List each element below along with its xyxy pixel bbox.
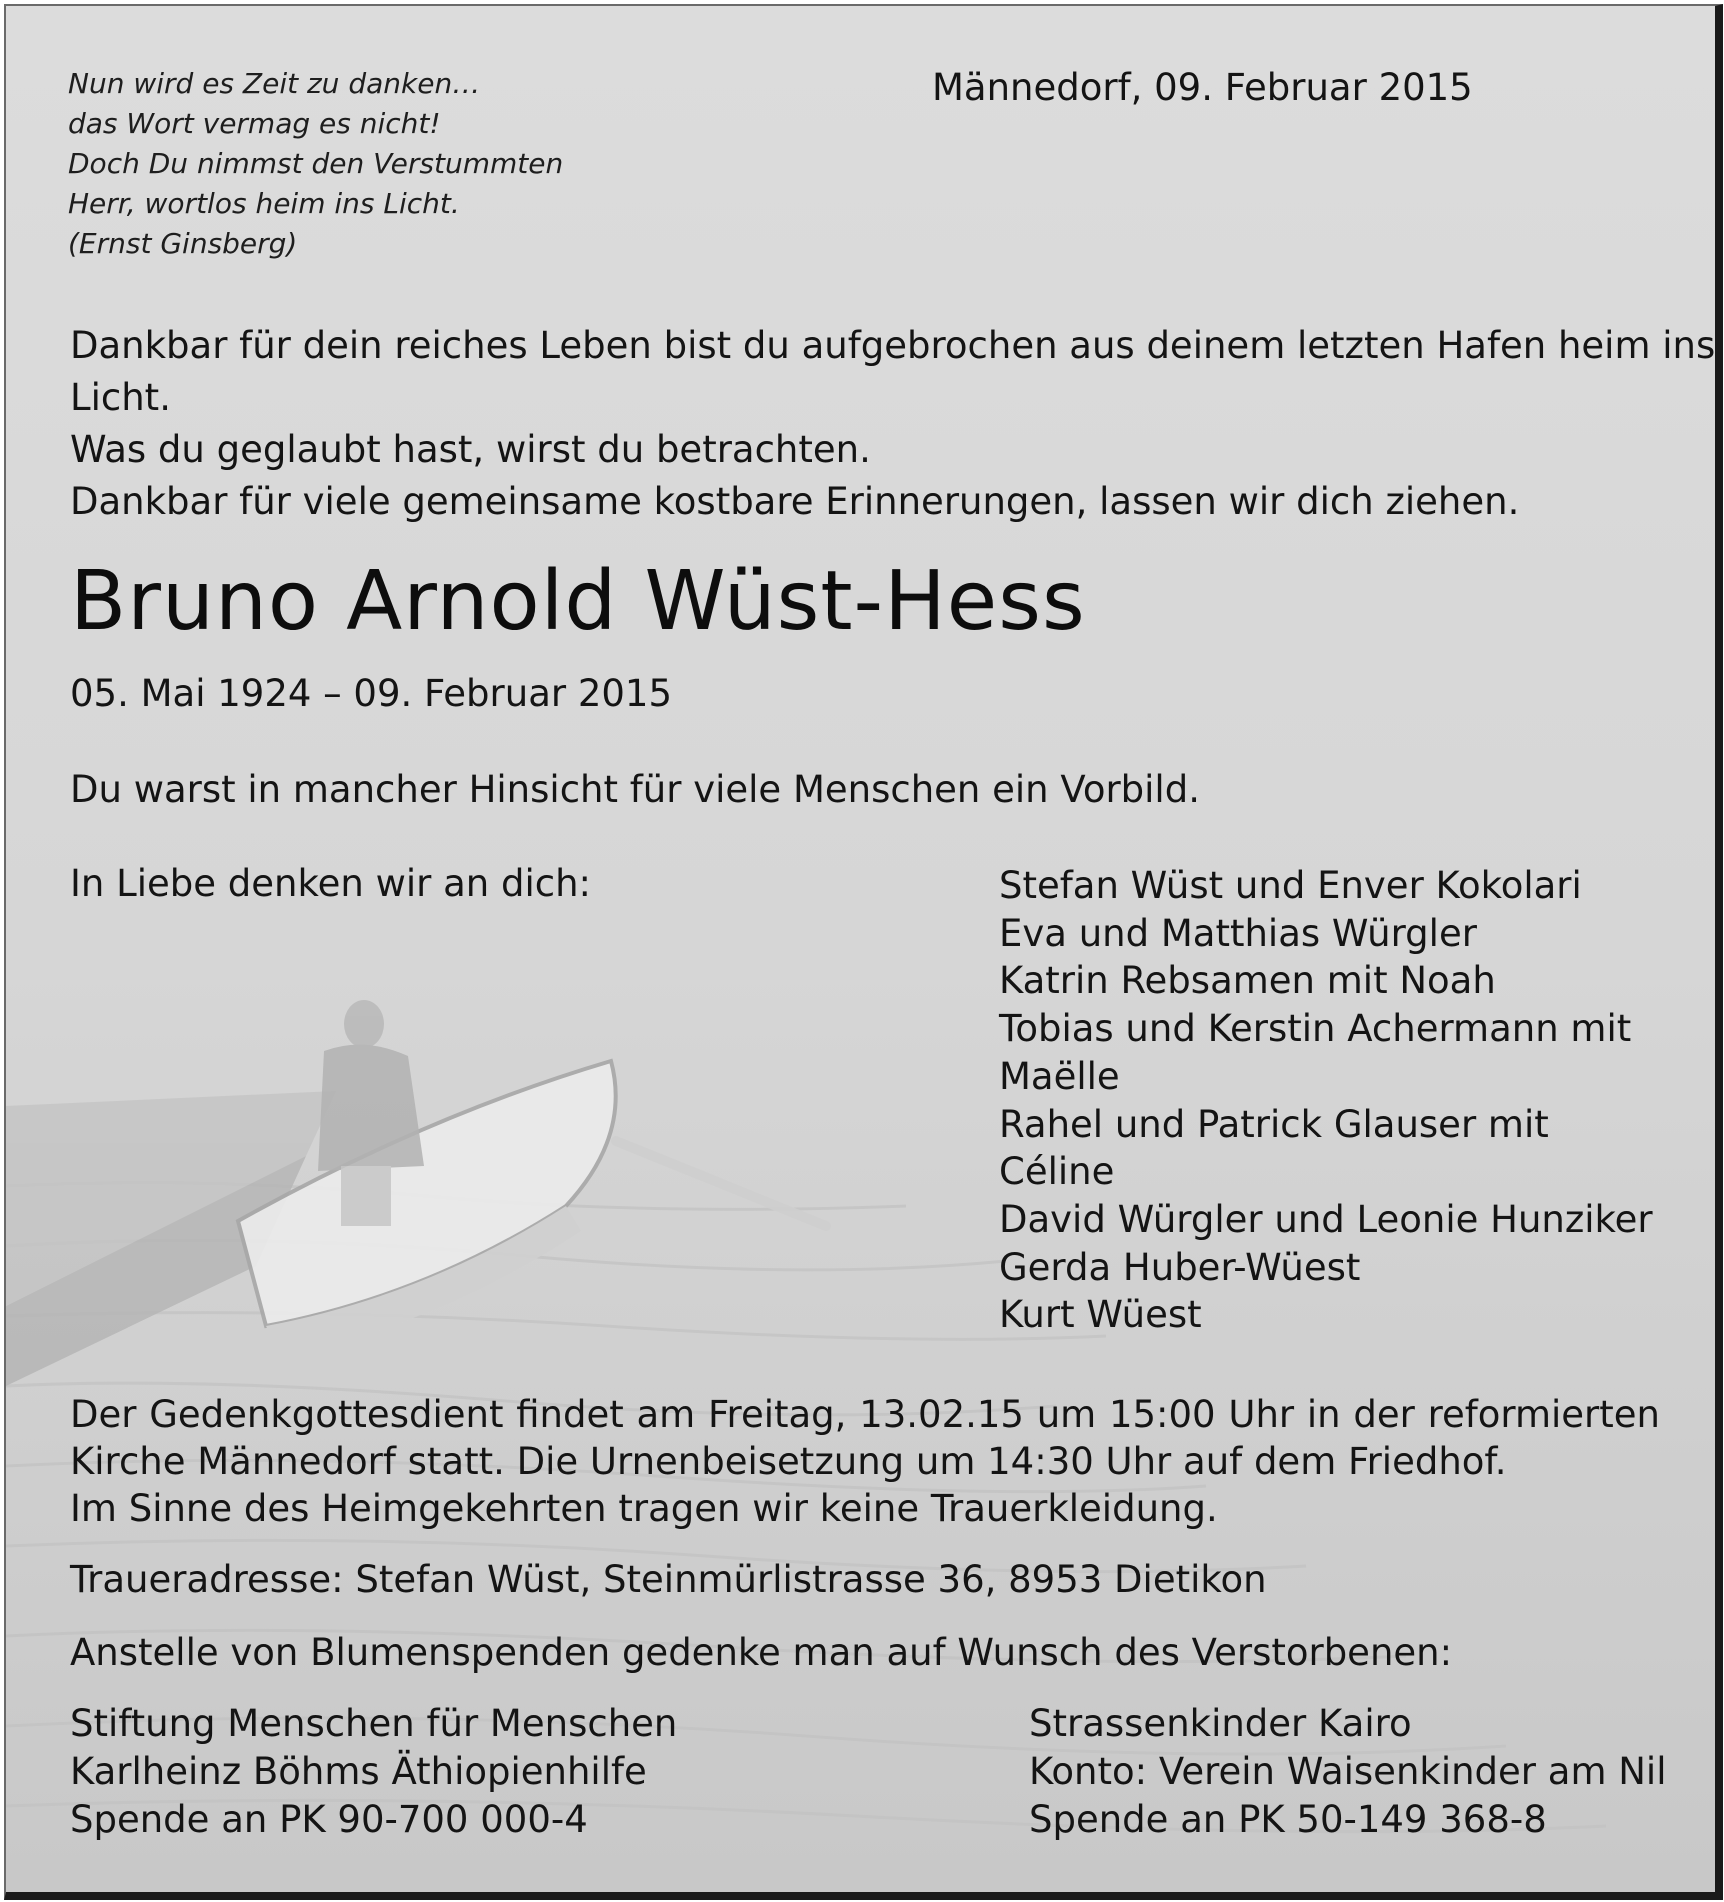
intro-line: Was du geglaubt hast, wirst du betrachten.	[70, 428, 871, 471]
mourner: Maëlle	[999, 1054, 1120, 1098]
donation-left	[70, 1700, 677, 1844]
poem-line: Doch Du nimmst den Verstummten	[68, 147, 564, 180]
poem-line: Nun wird es Zeit zu danken…	[68, 67, 481, 100]
mourner: Kurt Wüest	[999, 1293, 1202, 1337]
poem	[68, 64, 563, 264]
tribute-line: Du warst in mancher Hinsicht für viele Menschen ein Vorbild.	[70, 768, 1200, 811]
mourner: Rahel und Patrick Glauser mit	[999, 1102, 1549, 1146]
mourner: Tobias und Kerstin Achermann mit	[999, 1007, 1632, 1051]
deceased-name: Bruno Arnold Wüst-Hess	[70, 554, 1086, 649]
intro-line: Dankbar für dein reiches Leben bist du aufgebrochen aus deinem letzten Hafen heim ins	[70, 324, 1716, 367]
mourner: Katrin Rebsamen mit Noah	[999, 959, 1496, 1003]
mourners-heading: In Liebe denken wir an dich:	[70, 862, 591, 905]
place-date: Männedorf, 09. Februar 2015	[932, 66, 1473, 109]
mourners-list	[999, 862, 1653, 1339]
service-line: Im Sinne des Heimgekehrten tragen wir keine Trauerkleidung.	[70, 1487, 1218, 1530]
donation-line: Konto: Verein Waisenkinder am Nil	[1029, 1750, 1667, 1793]
intro-text	[70, 320, 1715, 528]
service-line: Kirche Männedorf statt. Die Urnenbeisetzung um 14:30 Uhr auf dem Friedhof.	[70, 1440, 1507, 1483]
poem-line: Herr, wortlos heim ins Licht.	[68, 187, 460, 220]
obituary-card	[4, 4, 1723, 1900]
service-line: Der Gedenkgottesdient findet am Freitag, 13.02.15 um 15:00 Uhr in der reformierten	[70, 1393, 1660, 1436]
donation-line: Spende an PK 90-700 000-4	[70, 1798, 588, 1841]
mourner: Gerda Huber-Wüest	[999, 1245, 1361, 1289]
service-info	[70, 1391, 1660, 1532]
donation-line: Karlheinz Böhms Äthiopienhilfe	[70, 1750, 647, 1793]
intro-line: Dankbar für viele gemeinsame kostbare Erinnerungen, lassen wir dich ziehen.	[70, 480, 1520, 523]
mourning-address: Traueradresse: Stefan Wüst, Steinmürlistrasse 36, 8953 Dietikon	[70, 1558, 1267, 1601]
donation-line: Spende an PK 50-149 368-8	[1029, 1798, 1547, 1841]
mourner: David Würgler und Leonie Hunziker	[999, 1197, 1653, 1241]
donation-line: Stiftung Menschen für Menschen	[70, 1702, 678, 1745]
donation-line: Strassenkinder Kairo	[1029, 1702, 1412, 1745]
mourner: Eva und Matthias Würgler	[999, 911, 1477, 955]
mourner: Stefan Wüst und Enver Kokolari	[999, 864, 1582, 907]
mourner: Céline	[999, 1150, 1115, 1194]
intro-line: Licht.	[70, 376, 171, 419]
donation-right	[1029, 1700, 1667, 1844]
donation-heading: Anstelle von Blumenspenden gedenke man auf Wunsch des Verstorbenen:	[70, 1631, 1453, 1674]
lifespan: 05. Mai 1924 – 09. Februar 2015	[70, 672, 673, 715]
poem-line: das Wort vermag es nicht!	[68, 107, 441, 140]
poem-author: (Ernst Ginsberg)	[68, 227, 298, 260]
